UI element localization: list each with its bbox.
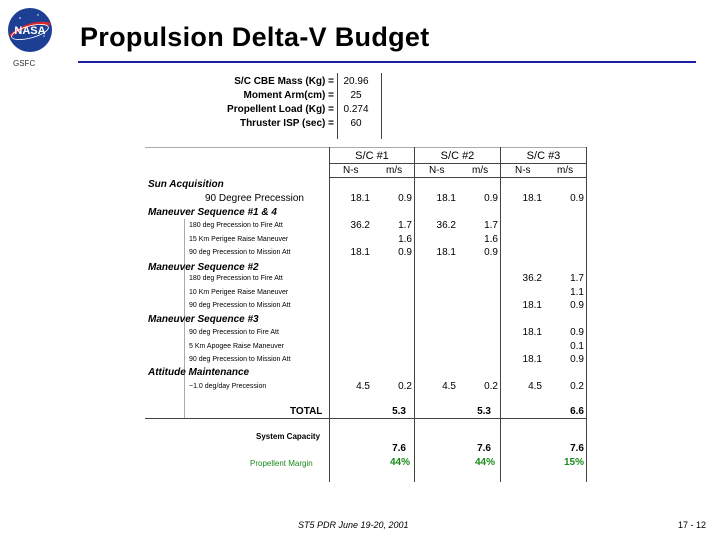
- page-number: 17 - 12: [677, 520, 706, 530]
- total-value: 5.3: [392, 406, 406, 417]
- table-cell: 18.1: [436, 193, 456, 204]
- table-cell: 0.2: [484, 381, 498, 392]
- table-cell: 1.6: [484, 234, 498, 245]
- table-top-rule: [145, 147, 586, 148]
- table-cell: 0.9: [570, 354, 584, 365]
- col-divider: [329, 147, 330, 482]
- table-cell: 36.2: [522, 273, 542, 284]
- sc-header: S/C #2: [440, 150, 475, 162]
- table-cell: 18.1: [350, 193, 370, 204]
- page-title: Propulsion Delta-V Budget: [80, 22, 430, 52]
- input-divider: [381, 73, 382, 139]
- table-cell: 4.5: [356, 381, 370, 392]
- table-cell: 4.5: [528, 381, 542, 392]
- table-cell: 18.1: [436, 247, 456, 258]
- row-label: 90 Degree Precession: [205, 193, 304, 204]
- input-value: 60: [350, 118, 362, 129]
- row-label: ~1.0 deg/day Precession: [189, 383, 267, 390]
- table-cell: 0.9: [484, 193, 498, 204]
- unit-label: m/s: [557, 165, 574, 176]
- section-heading: Maneuver Sequence #2: [148, 262, 259, 273]
- table-cell: 0.2: [570, 381, 584, 392]
- input-label: S/C CBE Mass (Kg) =: [234, 76, 334, 87]
- table-cell: 1.7: [398, 220, 412, 231]
- footer-text: ST5 PDR June 19-20, 2001: [298, 520, 409, 530]
- table-cell: 18.1: [522, 354, 542, 365]
- total-value: 6.6: [570, 406, 584, 417]
- table-cell: 0.1: [570, 341, 584, 352]
- table-cell: 18.1: [350, 247, 370, 258]
- input-value: 0.274: [343, 104, 369, 115]
- table-cell: 0.9: [398, 247, 412, 258]
- section-heading: Attitude Maintenance: [148, 367, 250, 378]
- row-label: 90 deg Precession to Mission Att: [189, 249, 291, 256]
- table-cell: 4.5: [442, 381, 456, 392]
- total-label: TOTAL: [290, 406, 323, 417]
- table-cell: 18.1: [522, 300, 542, 311]
- unit-label: m/s: [472, 165, 489, 176]
- row-label: 180 deg Precession to Fire Att: [189, 275, 283, 282]
- col-divider: [586, 147, 587, 482]
- sc-header: S/C #1: [355, 150, 389, 162]
- section-heading: Sun Acquisition: [148, 179, 224, 190]
- row-label: 90 deg Precession to Fire Att: [189, 329, 279, 336]
- sc-header: S/C #3: [526, 150, 561, 162]
- svg-text:NASA: NASA: [14, 25, 46, 37]
- col-divider: [414, 147, 415, 482]
- table-cell: 0.2: [398, 381, 412, 392]
- row-label: 10 Km Perigee Raise Maneuver: [189, 289, 289, 296]
- total-rule: [145, 418, 586, 419]
- table-cell: 0.9: [570, 327, 584, 338]
- header-rule: [329, 177, 586, 178]
- input-value: 25: [350, 90, 362, 101]
- table-cell: 18.1: [522, 327, 542, 338]
- table-cell: 0.9: [398, 193, 412, 204]
- table-cell: 1.6: [398, 234, 412, 245]
- input-label: Propellent Load (Kg) =: [227, 104, 334, 115]
- table-cell: 1.7: [570, 273, 584, 284]
- unit-label: N-s: [343, 165, 359, 176]
- row-label: 15 Km Perigee Raise Maneuver: [189, 236, 289, 243]
- header-rule: [329, 163, 586, 164]
- margin-value: 44%: [389, 457, 410, 468]
- table-cell: 0.9: [570, 300, 584, 311]
- table-cell: 0.9: [484, 247, 498, 258]
- title-rule: [78, 61, 696, 63]
- table-cell: 36.2: [436, 220, 456, 231]
- table-cell: 1.1: [570, 287, 584, 298]
- margin-value: 44%: [474, 457, 495, 468]
- capacity-value: 7.6: [477, 443, 491, 454]
- capacity-value: 7.6: [570, 443, 584, 454]
- input-value: 20.96: [343, 76, 369, 87]
- capacity-value: 7.6: [392, 443, 406, 454]
- input-label: Thruster ISP (sec) =: [239, 118, 334, 129]
- capacity-label: System Capacity: [256, 432, 321, 441]
- table-cell: 18.1: [522, 193, 542, 204]
- nasa-logo: [6, 6, 54, 54]
- col-divider: [500, 147, 501, 482]
- input-label: Moment Arm(cm) =: [243, 90, 334, 101]
- unit-label: N-s: [429, 165, 445, 176]
- row-label: 90 deg Precession to Mission Att: [189, 356, 291, 363]
- row-label: 90 deg Precession to Mission Att: [189, 302, 291, 309]
- section-heading: Maneuver Sequence #1 & 4: [148, 207, 277, 218]
- margin-label: Propellent Margin: [250, 459, 313, 468]
- org-label: GSFC: [13, 59, 36, 68]
- total-value: 5.3: [477, 406, 491, 417]
- table-cell: 0.9: [570, 193, 584, 204]
- unit-label: m/s: [386, 165, 403, 176]
- table-cell: 36.2: [350, 220, 370, 231]
- unit-label: N-s: [515, 165, 531, 176]
- section-heading: Maneuver Sequence #3: [148, 314, 259, 325]
- row-label: 180 deg Precession to Fire Att: [189, 222, 283, 229]
- margin-value: 15%: [563, 457, 584, 468]
- table-cell: 1.7: [484, 220, 498, 231]
- row-label: 5 Km Apogee Raise Maneuver: [189, 343, 284, 350]
